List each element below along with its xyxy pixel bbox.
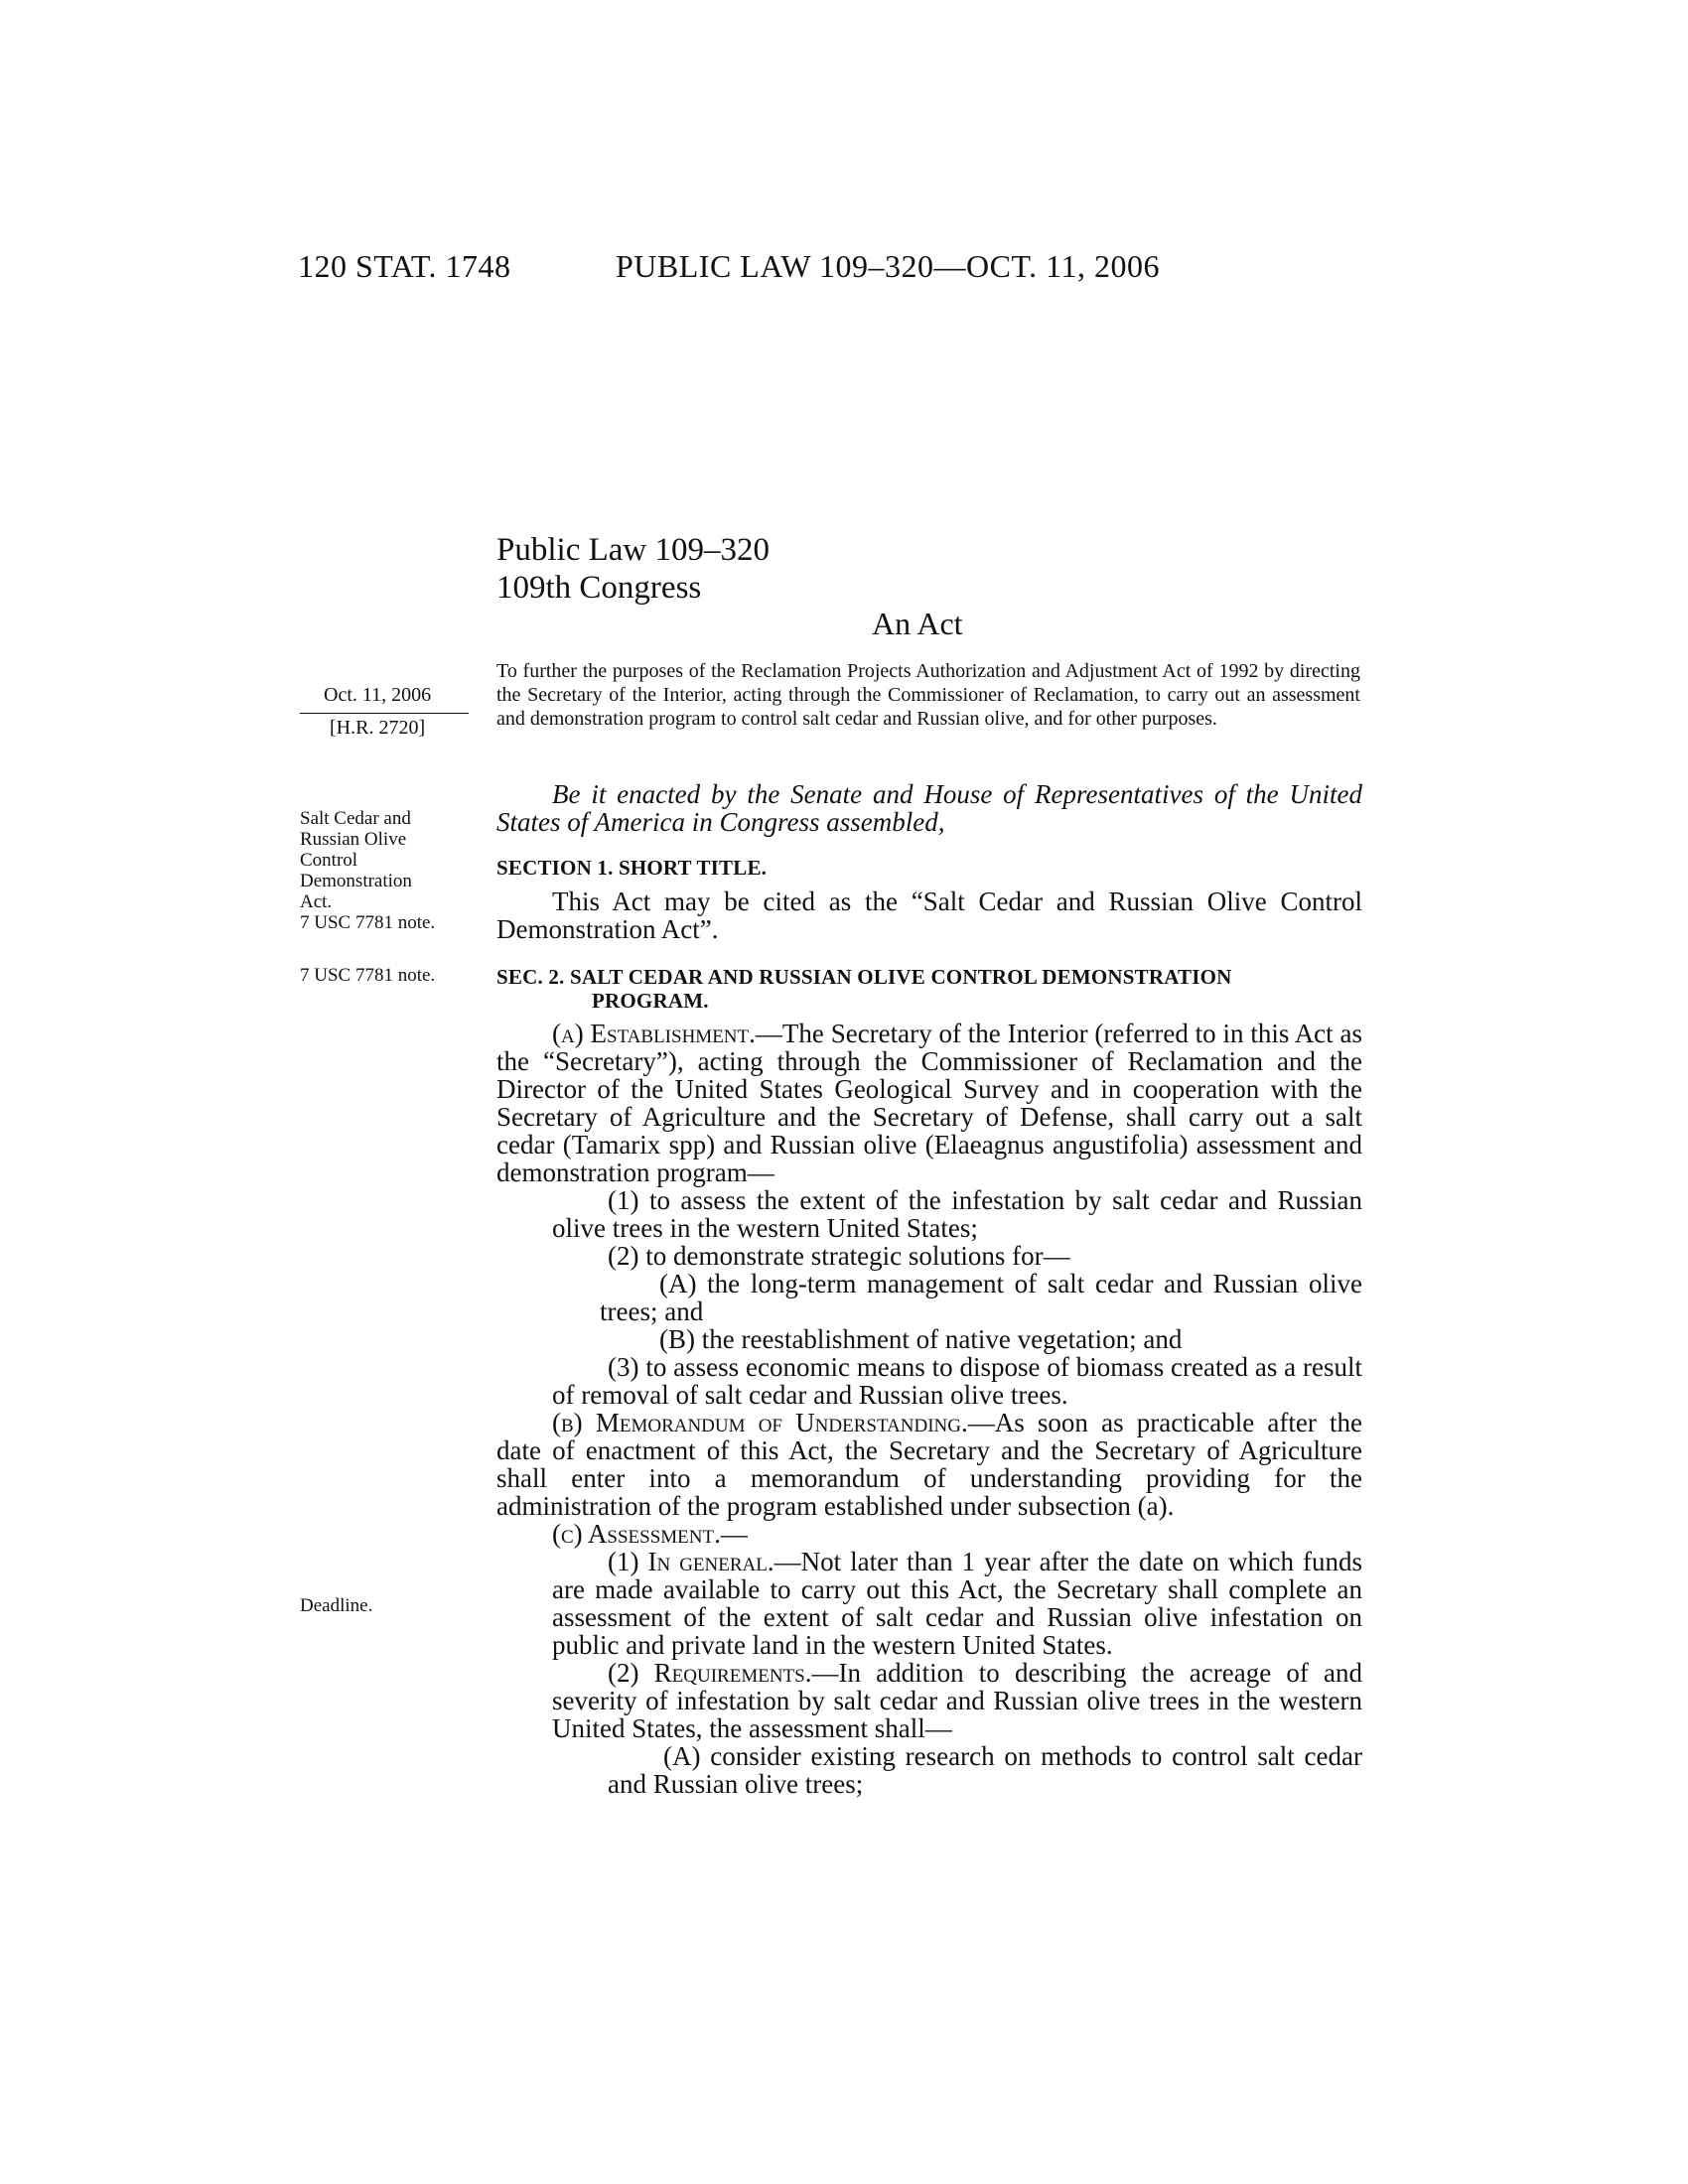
enacting-clause-text: Be it enacted by the Senate and House of Representatives of the United States of America in Congress assembled, (496, 779, 1362, 837)
enacting-clause (496, 780, 1362, 836)
paragraph-c2-label: (2) Requirements. (608, 1658, 812, 1688)
margin-act-line-3: Control (300, 850, 358, 871)
paragraph-a2B: (B) the reestablishment of native vegetation; and (659, 1324, 1183, 1354)
subsection-c-label: (c) Assessment. (552, 1519, 721, 1549)
paragraph-c2A: (A) consider existing research on methods to control salt cedar and Russian olive trees; (608, 1741, 1362, 1799)
subsection-a (496, 1020, 1362, 1186)
section-2-heading (496, 965, 1370, 1013)
margin-usc-1: 7 USC 7781 note. (300, 912, 436, 933)
margin-usc-2: 7 USC 7781 note. (300, 965, 436, 986)
paragraph-c1 (496, 1548, 1362, 1659)
margin-short-title (300, 808, 435, 933)
paragraph-a3: (3) to assess economic means to dispose of biomass created as a result of removal of salt cedar and Russian olive trees. (552, 1352, 1362, 1410)
subsection-b (496, 1409, 1362, 1520)
subsection-b-text: —As soon as practicable after the date of enactment of this Act, the Secretary and the Secretary of Agriculture shall enter into a memorandum of understanding providing for the administration of the program established under subsection (a). (496, 1408, 1362, 1521)
margin-date: Oct. 11, 2006 (324, 684, 432, 706)
margin-act-line-4: Demonstration (300, 871, 412, 891)
margin-rule (300, 713, 469, 714)
section-1-body (496, 887, 1362, 943)
subsection-b-label: (b) Memorandum of Understanding. (552, 1408, 968, 1437)
section-1-text: This Act may be cited as the “Salt Cedar and Russian Olive Control Demonstration Act”. (496, 887, 1362, 944)
margin-act-line-5: Act. (300, 891, 333, 912)
paragraph-c1-text: —Not later than 1 year after the date on which funds are made available to carry out this Act, the Secretary shall complete an assessment of the extent of salt cedar and Russian olive infestation on public and private land in the western United States. (552, 1547, 1362, 1660)
stat-page-number: 120 STAT. 1748 (298, 248, 511, 284)
section-2-body (496, 1020, 1362, 1798)
section-2-heading-line-1: SEC. 2. SALT CEDAR AND RUSSIAN OLIVE CONTROL DEMONSTRATION (496, 965, 1232, 989)
section-2-heading-line-2: PROGRAM. (592, 989, 709, 1013)
paragraph-c2 (496, 1659, 1362, 1742)
an-act-heading: An Act (872, 606, 963, 641)
paragraph-c1-label: (1) In general. (608, 1547, 774, 1576)
margin-act-line-2: Russian Olive (300, 829, 407, 850)
congress: 109th Congress (496, 570, 702, 606)
public-law-number: Public Law 109–320 (496, 532, 770, 568)
paragraph-a2: (2) to demonstrate strategic solutions for— (608, 1241, 1070, 1271)
section-1-heading: SECTION 1. SHORT TITLE. (496, 856, 768, 880)
paragraph-a1: (1) to assess the extent of the infestation by salt cedar and Russian olive trees in the western United States; (552, 1185, 1362, 1243)
purpose-text: To further the purposes of the Reclamation Projects Authorization and Adjustment Act of 1992 by directing the Secretary of the Interior, acting through the Commissioner of Reclamation, to carry out an assessment and demonstration program to control salt cedar and Russian olive, and for other purposes. (496, 660, 1360, 730)
paragraph-c2-text: —In addition to describing the acreage of and severity of infestation by salt cedar and Russian olive trees in the western United States, the assessment shall— (552, 1658, 1362, 1743)
subsection-a-text: —The Secretary of the Interior (referred to in this Act as the “Secretary”), acting through the Commissioner of Reclamation and the Director of the United States Geological Survey and in cooperation with the Secretary of Agriculture and the Secretary of Defense, shall carry out a salt cedar (Tamarix spp) and Russian olive (Elaeagnus angustifolia) assessment and demonstration program— (496, 1019, 1362, 1187)
margin-act-line-1: Salt Cedar and (300, 808, 411, 829)
subsection-a-label: (a) Establishment. (552, 1019, 756, 1048)
subsection-c-text: — (720, 1519, 748, 1549)
running-head: PUBLIC LAW 109–320—OCT. 11, 2006 (616, 248, 1160, 284)
purpose-paragraph (496, 659, 1360, 731)
paragraph-a2A: (A) the long-term management of salt cedar and Russian olive trees; and (600, 1269, 1362, 1326)
margin-deadline: Deadline. (300, 1595, 373, 1616)
margin-bill: [H.R. 2720] (330, 717, 426, 739)
subsection-c (496, 1520, 1362, 1548)
